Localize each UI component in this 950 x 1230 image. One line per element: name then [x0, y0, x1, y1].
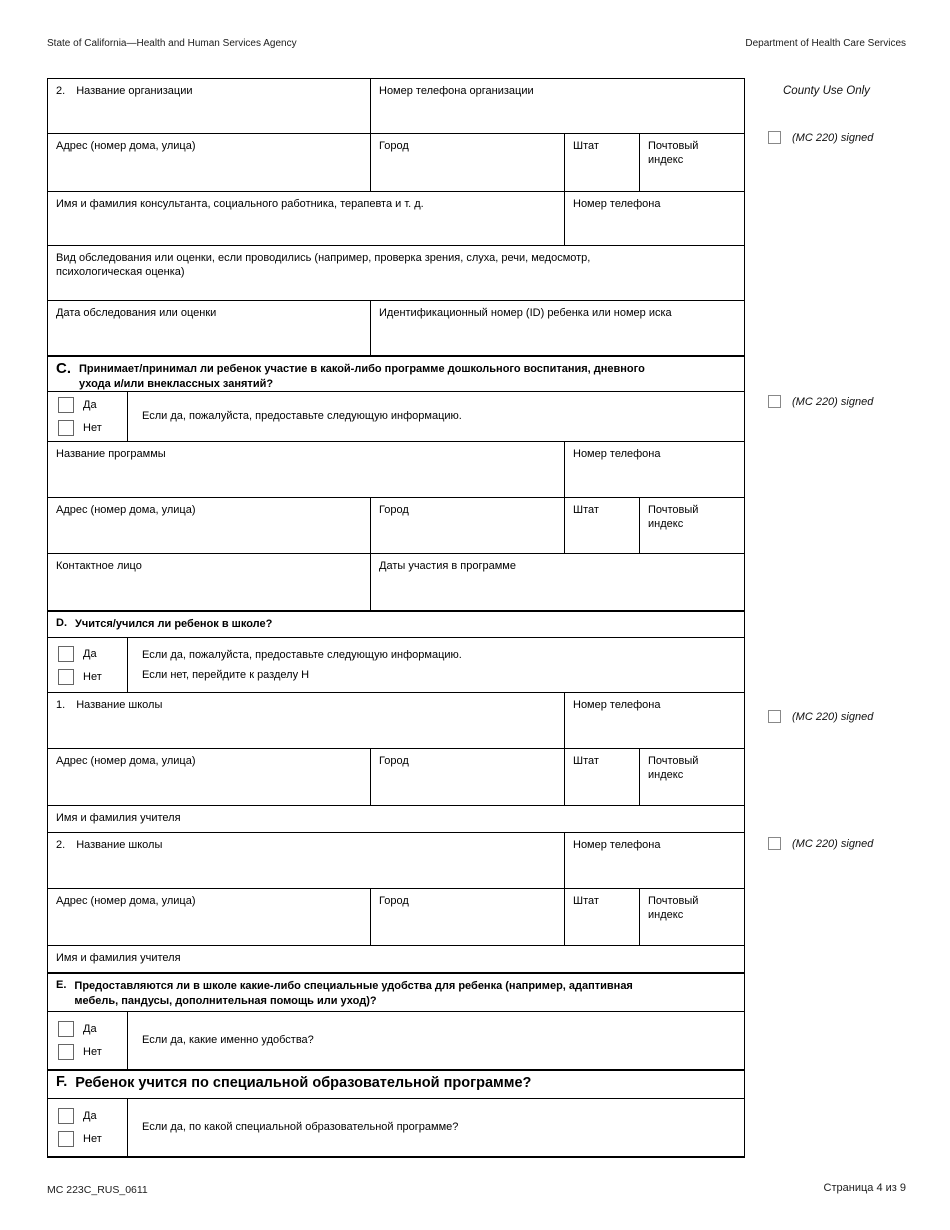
exam-date-field[interactable]: [48, 301, 371, 355]
school1-address-field[interactable]: [48, 749, 371, 805]
address-label: Адрес (номер дома, улица): [56, 895, 196, 907]
section-e-yesno-row: [48, 1012, 744, 1070]
section-d-yesno-column: [48, 638, 128, 692]
mc220-signed-item-3: [768, 710, 873, 723]
form-table: [47, 78, 745, 1158]
section-c-yesno-column: [48, 392, 128, 441]
section-c-no-checkbox[interactable]: [58, 420, 74, 436]
phone-label: Номер телефона: [573, 198, 661, 210]
mc220-signed-label: (MC 220) signed: [792, 837, 874, 850]
section-d-header: [48, 611, 744, 638]
phone-label: Номер телефона: [573, 699, 661, 711]
org-city-field[interactable]: [371, 134, 565, 191]
org-address-field[interactable]: [48, 134, 371, 191]
yes-label: Да: [83, 647, 97, 660]
city-label: Город: [379, 755, 409, 767]
program-phone-field[interactable]: [565, 442, 744, 497]
section-c-instruction: [128, 392, 744, 441]
row-program-name: [48, 442, 744, 498]
section-e-no-checkbox[interactable]: [58, 1044, 74, 1060]
section-e-header: [48, 973, 744, 1012]
section-d-yes-checkbox[interactable]: [58, 646, 74, 662]
row-school1-name: [48, 693, 744, 749]
section-d-yesno-row: [48, 638, 744, 693]
agency-header-right: Department of Health Care Services: [745, 38, 906, 49]
mc220-signed-item-2: [768, 395, 873, 408]
row-exam-type: [48, 246, 744, 301]
row-exam-date: [48, 301, 744, 356]
section-f-no-option: [58, 1131, 127, 1147]
contact-person-label: Контактное лицо: [56, 560, 142, 572]
school2-number: 2.: [56, 839, 66, 851]
row-program-address: [48, 498, 744, 554]
no-label: Нет: [83, 1046, 102, 1058]
contact-person-field[interactable]: [48, 554, 371, 610]
school1-number: 1.: [56, 699, 66, 711]
consultant-name-field[interactable]: [48, 192, 565, 245]
row-consultant: [48, 192, 744, 246]
exam-type-label: Вид обследования или оценки, если проводились (например, проверка зрения, слуха, речи, медосмотр, психологическая оценка): [56, 252, 591, 279]
school2-name-label: Название школы: [76, 839, 163, 851]
mc220-signed-checkbox-3[interactable]: [768, 710, 781, 723]
section-f-letter: F.: [56, 1074, 68, 1090]
exam-date-label: Дата обследования или оценки: [56, 307, 217, 319]
section-d-no-option: [58, 669, 127, 685]
section-c-yes-checkbox[interactable]: [58, 397, 74, 413]
school2-city-field[interactable]: [371, 889, 565, 945]
mc220-signed-checkbox-2[interactable]: [768, 395, 781, 408]
school1-state-field[interactable]: [565, 749, 640, 805]
program-name-label: Название программы: [56, 448, 166, 460]
phone-label: Номер телефона: [573, 448, 661, 460]
section-f-title: Ребенок учится по специальной образовательной программе?: [75, 1075, 532, 1091]
state-label: Штат: [573, 140, 599, 152]
zip-label: Почтовый индекс: [648, 895, 699, 922]
section-e-yes-option: [58, 1021, 127, 1037]
state-label: Штат: [573, 895, 599, 907]
state-label: Штат: [573, 755, 599, 767]
zip-label: Почтовый индекс: [648, 504, 699, 531]
address-label: Адрес (номер дома, улица): [56, 140, 196, 152]
school2-zip-field[interactable]: [640, 889, 744, 945]
school1-phone-field[interactable]: [565, 693, 744, 748]
school2-name-field[interactable]: [48, 833, 565, 888]
program-state-field[interactable]: [565, 498, 640, 553]
teacher1-name-field[interactable]: [48, 806, 744, 832]
teacher-label: Имя и фамилия учителя: [56, 812, 181, 824]
organization-name-label: Название организации: [76, 85, 193, 97]
zip-label: Почтовый индекс: [648, 140, 699, 167]
school1-zip-field[interactable]: [640, 749, 744, 805]
organization-name-field[interactable]: [48, 79, 371, 133]
mc220-signed-checkbox-1[interactable]: [768, 131, 781, 144]
county-use-only-title: County Use Only: [783, 85, 870, 97]
section-e-no-option: [58, 1044, 127, 1060]
city-label: Город: [379, 895, 409, 907]
child-id-label: Идентификационный номер (ID) ребенка или номер иска: [379, 307, 672, 319]
section-f-if-yes-text: Если да, по какой специальной образовательной программе?: [142, 1121, 459, 1134]
school1-name-label: Название школы: [76, 699, 163, 711]
mc220-signed-label: (MC 220) signed: [792, 131, 874, 144]
program-zip-field[interactable]: [640, 498, 744, 553]
section-c-header: [48, 356, 744, 392]
row-organization: [48, 79, 744, 134]
section-c-no-option: [58, 420, 127, 436]
org-zip-field[interactable]: [640, 134, 744, 191]
row-contact-person: [48, 554, 744, 611]
section-d-no-checkbox[interactable]: [58, 669, 74, 685]
mc220-signed-label: (MC 220) signed: [792, 395, 874, 408]
section-c-yesno-row: [48, 392, 744, 442]
row-organization-address: [48, 134, 744, 192]
row-school2-name: [48, 833, 744, 889]
section-f-instruction: [128, 1099, 744, 1156]
phone-label: Номер телефона: [573, 839, 661, 851]
row-school1-address: [48, 749, 744, 806]
yes-label: Да: [83, 1110, 97, 1122]
yes-label: Да: [83, 399, 97, 411]
section-f-no-checkbox[interactable]: [58, 1131, 74, 1147]
org-state-field[interactable]: [565, 134, 640, 191]
school2-address-field[interactable]: [48, 889, 371, 945]
section-d-if-no-text: Если нет, перейдите к разделу H: [142, 668, 310, 681]
section-e-letter: E.: [56, 979, 67, 991]
participation-dates-label: Даты участия в программе: [379, 560, 516, 572]
program-name-field[interactable]: [48, 442, 565, 497]
section-c-yes-option: [58, 397, 127, 413]
organization-phone-label: Номер телефона организации: [379, 85, 534, 97]
section-f-header: [48, 1070, 744, 1099]
teacher-label: Имя и фамилия учителя: [56, 952, 181, 964]
section-d-yes-option: [58, 646, 127, 662]
section-f-yesno-column: [48, 1099, 128, 1156]
no-label: Нет: [83, 670, 102, 683]
section-e-if-yes-text: Если да, какие именно удобства?: [142, 1034, 314, 1047]
participation-dates-field[interactable]: [371, 554, 744, 610]
section-d-if-yes-text: Если да, пожалуйста, предоставьте следующую информацию.: [142, 649, 462, 662]
mc220-signed-checkbox-4[interactable]: [768, 837, 781, 850]
page-number: Страница 4 из 9: [823, 1182, 906, 1194]
section-f-yesno-row: [48, 1099, 744, 1156]
program-address-field[interactable]: [48, 498, 371, 553]
city-label: Город: [379, 504, 409, 516]
section-c-letter: C.: [56, 360, 71, 377]
consultant-label: Имя и фамилия консультанта, социального работника, терапевта и т. д.: [56, 198, 424, 210]
section-f-yes-option: [58, 1108, 127, 1124]
form-number: MC 223C_RUS_0611: [47, 1184, 148, 1196]
row-teacher1: [48, 806, 744, 833]
teacher2-name-field[interactable]: [48, 946, 744, 972]
school1-name-field[interactable]: [48, 693, 565, 748]
school2-state-field[interactable]: [565, 889, 640, 945]
section-d-title: Учится/учился ли ребенок в школе?: [75, 618, 273, 630]
mc220-signed-label: (MC 220) signed: [792, 710, 874, 723]
section-d-letter: D.: [56, 617, 67, 629]
exam-type-field[interactable]: [48, 246, 744, 300]
section-e-yes-checkbox[interactable]: [58, 1021, 74, 1037]
section-e-instruction: [128, 1012, 744, 1069]
row-school2-address: [48, 889, 744, 946]
section-e-yesno-column: [48, 1012, 128, 1069]
school2-phone-field[interactable]: [565, 833, 744, 888]
mc220-signed-item-4: [768, 837, 873, 850]
agency-header-left: State of California—Health and Human Services Agency: [47, 38, 297, 49]
no-label: Нет: [83, 422, 102, 434]
row-teacher2: [48, 946, 744, 973]
mc220-signed-item-1: [768, 131, 873, 144]
child-id-field[interactable]: [371, 301, 744, 355]
state-label: Штат: [573, 504, 599, 516]
organization-number: 2.: [56, 85, 66, 97]
section-e-title: Предоставляются ли в школе какие-либо специальные удобства для ребенка (например, адаптивная мебель, пандусы, дополнительная помощь или уход)?: [74, 980, 633, 1007]
school1-city-field[interactable]: [371, 749, 565, 805]
zip-label: Почтовый индекс: [648, 755, 699, 782]
address-label: Адрес (номер дома, улица): [56, 755, 196, 767]
city-label: Город: [379, 140, 409, 152]
program-city-field[interactable]: [371, 498, 565, 553]
no-label: Нет: [83, 1133, 102, 1145]
section-f-yes-checkbox[interactable]: [58, 1108, 74, 1124]
address-label: Адрес (номер дома, улица): [56, 504, 196, 516]
section-c-if-yes-text: Если да, пожалуйста, предоставьте следующую информацию.: [142, 410, 462, 423]
yes-label: Да: [83, 1023, 97, 1035]
consultant-phone-field[interactable]: [565, 192, 744, 245]
section-d-instruction: [128, 638, 744, 692]
section-c-title: Принимает/принимал ли ребенок участие в какой-либо программе дошкольного воспитания, дневного ухода и/или внеклассных занятий?: [79, 363, 645, 390]
organization-phone-field[interactable]: [371, 79, 744, 133]
